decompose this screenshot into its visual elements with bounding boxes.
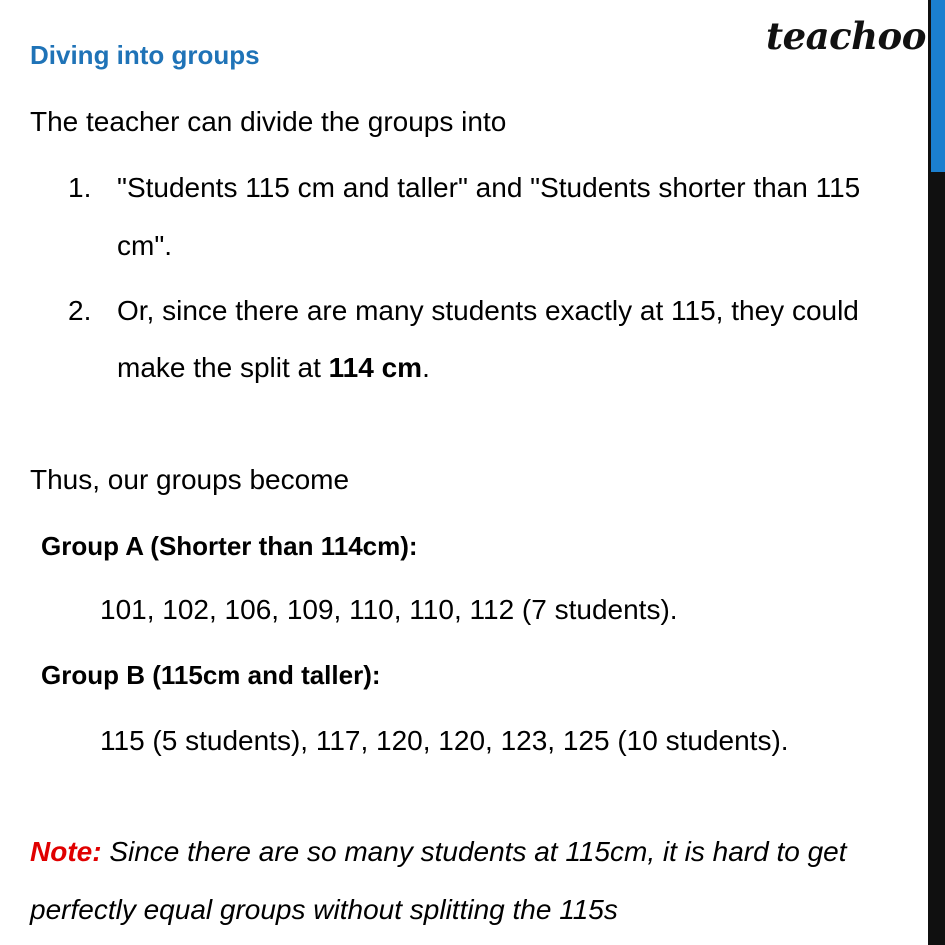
list-item-2-suffix: . [422, 352, 430, 383]
note-text-1: Since there are so many students at 115cm, it is hard to get [101, 836, 847, 867]
group-a-values: 101, 102, 106, 109, 110, 110, 112 (7 students). [100, 594, 678, 625]
vertical-scrollbar[interactable] [928, 0, 945, 945]
list-number-2: 2. [68, 295, 92, 326]
scrollbar-thumb[interactable] [931, 0, 945, 172]
note-line2: perfectly equal groups without splitting the 115s [30, 894, 618, 925]
list-item-1-line1: "Students 115 cm and taller" and "Students shorter than 115 [117, 172, 861, 203]
intro-text: The teacher can divide the groups into [30, 106, 507, 137]
list-item-2-line1: Or, since there are many students exactly at 115, they could [117, 295, 859, 326]
thus-text: Thus, our groups become [30, 464, 350, 495]
list-number-1: 1. [68, 172, 92, 203]
list-item-1-line2: cm". [117, 230, 173, 261]
list-item-2-line2 [117, 351, 430, 385]
section-heading: Diving into groups [30, 40, 260, 70]
group-b-title: Group B (115cm and taller): [41, 660, 381, 690]
split-value: 114 cm [328, 352, 423, 383]
list-item-2-prefix: make the split at [117, 352, 329, 383]
group-a-title: Group A (Shorter than 114cm): [41, 531, 418, 561]
group-b-values: 115 (5 students), 117, 120, 120, 123, 125 (10 students). [100, 725, 789, 756]
teachoo-logo: teachoo [766, 14, 926, 58]
note-label: Note: [30, 836, 102, 867]
note-line1 [30, 835, 847, 869]
